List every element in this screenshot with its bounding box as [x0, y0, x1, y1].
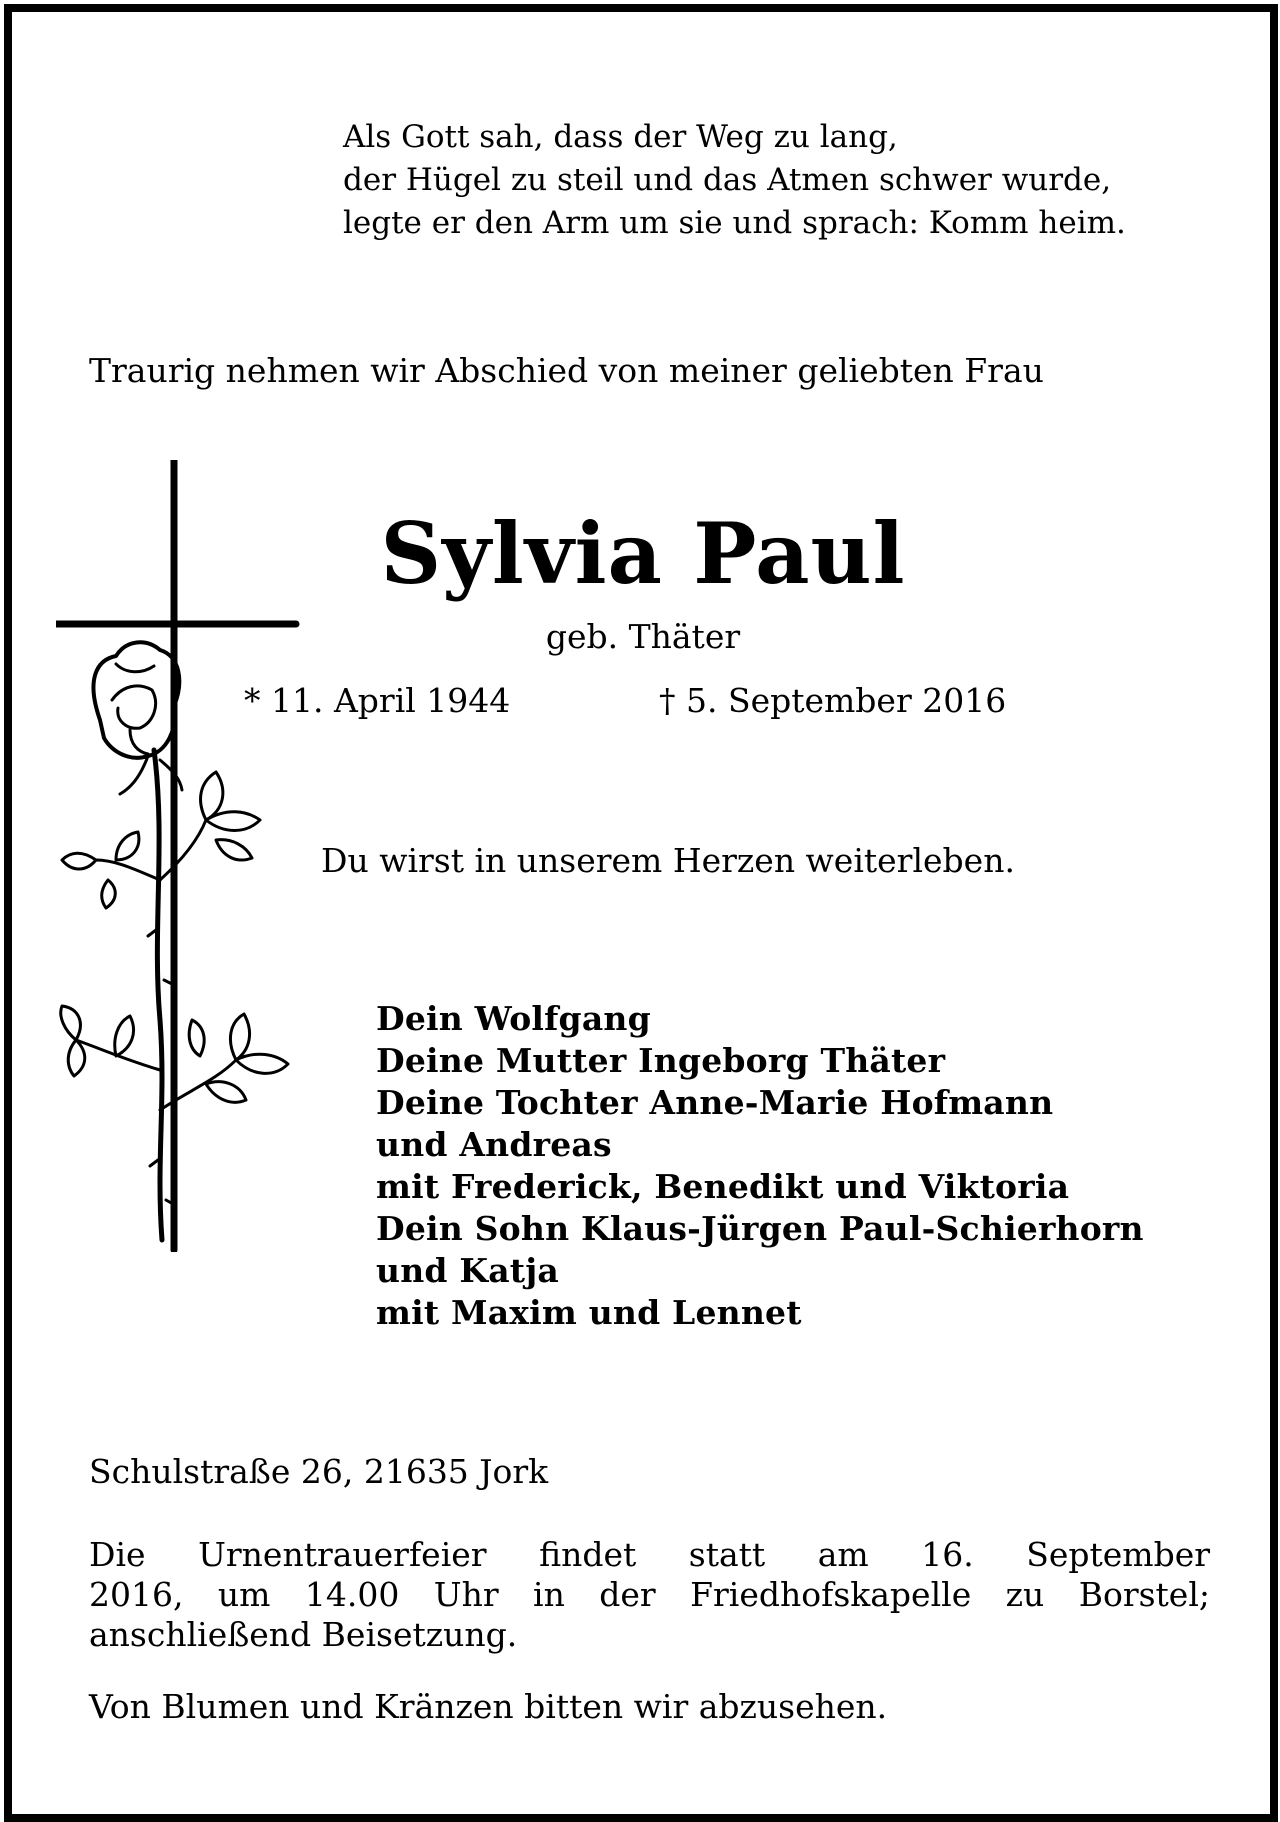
- address: Schulstraße 26, 21635 Jork: [89, 1452, 549, 1491]
- poem-line-1: Als Gott sah, dass der Weg zu lang,: [343, 119, 898, 155]
- family-line: Dein Sohn Klaus-Jürgen Paul-Schierhorn: [376, 1209, 1144, 1248]
- memorial-quote: Du wirst in unserem Herzen weiterleben.: [321, 841, 1015, 880]
- death-date: † 5. September 2016: [659, 681, 1007, 720]
- poem-line-2: der Hügel zu steil und das Atmen schwer wurde,: [343, 162, 1112, 198]
- ceremony-line: anschließend Beisetzung.: [89, 1615, 518, 1654]
- obituary-notice: [4, 4, 1278, 1822]
- family-line: und Katja: [376, 1251, 559, 1290]
- family-signatures: [376, 998, 1144, 1334]
- family-line: mit Frederick, Benedikt und Viktoria: [376, 1167, 1070, 1206]
- ceremony-line: Die Urnentrauerfeier findet statt am 16. September: [89, 1535, 1210, 1574]
- ceremony-line: 2016, um 14.00 Uhr in der Friedhofskapelle zu Borstel;: [89, 1575, 1210, 1614]
- family-line: Deine Tochter Anne-Marie Hofmann: [376, 1083, 1054, 1122]
- poem-line-3: legte er den Arm um sie und sprach: Komm heim.: [343, 205, 1126, 241]
- flowers-note: Von Blumen und Kränzen bitten wir abzusehen.: [89, 1687, 888, 1726]
- family-line: Deine Mutter Ingeborg Thäter: [376, 1041, 946, 1080]
- intro-text: Traurig nehmen wir Abschied von meiner geliebten Frau: [89, 351, 1044, 390]
- poem: [343, 116, 1126, 245]
- maiden-name: geb. Thäter: [545, 617, 741, 656]
- birth-date: * 11. April 1944: [244, 681, 511, 720]
- family-line: und Andreas: [376, 1125, 612, 1164]
- deceased-name: Sylvia Paul: [380, 504, 906, 603]
- family-line: Dein Wolfgang: [376, 999, 651, 1038]
- family-line: mit Maxim und Lennet: [376, 1293, 802, 1332]
- ceremony-info: [89, 1535, 1210, 1655]
